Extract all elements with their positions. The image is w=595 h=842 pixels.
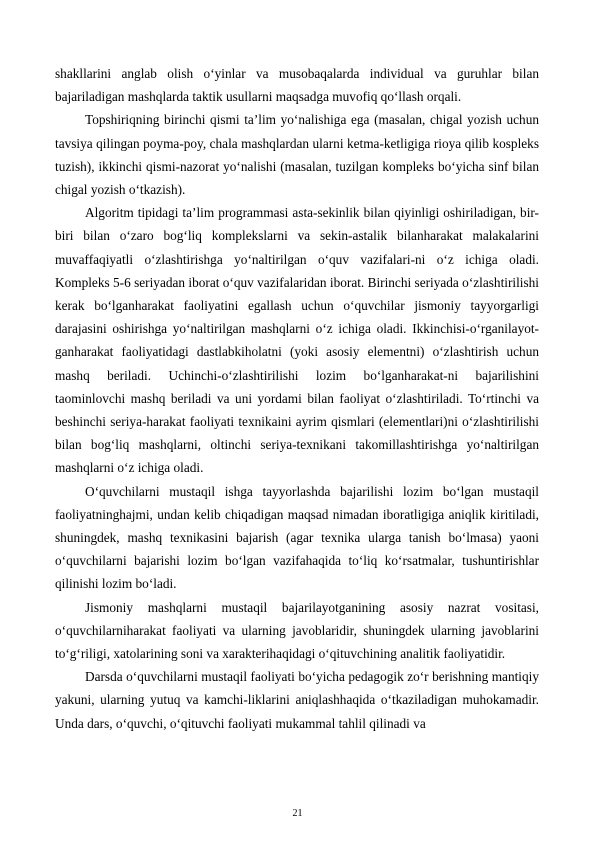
paragraph-task-parts: Topshiriqning birinchi qismi ta’lim yo‘nalishiga ega (masalan, chigal yozish uchun tavsiya qilingan poyma-poy, chala mashqlardan ularni ketma-ketligiga rioya qilib kospleks tuzish), ikkinchi qismi-nazorat yo‘nalishi (masalan, tuzilgan kompleks bo‘yicha sinf bilan chigal yozish o‘tkazish). bbox=[55, 112, 539, 198]
paragraph-control-means: Jismoniy mashqlarni mustaqil bajarilayotganining asosiy nazrat vositasi, o‘quvchilarniharakat faoliyati va ularning javoblaridir, shuningdek ularning javoblarini to‘g‘riligi, xatolarining soni va xarakterihaqidagi o‘qituvchining analitik faoliyatidir. bbox=[55, 599, 539, 662]
paragraph-independent-work-prep: O‘quvchilarni mustaqil ishga tayyorlashda bajarilishi lozim bo‘lgan mustaqil faoliyatninghajmi, undan kelib chiqadigan maqsad nimadan iboratligiga aniqlik kiritiladi, shuningdek, mashq texnikasini bajarish (agar texnika ularga tanish bo‘lmasa) yaoni o‘quvchilarni bajarishi lozim bo‘lgan vazifahaqida to‘liq ko‘rsatmalar, tushuntirishlar qilinishi lozim bo‘ladi. bbox=[55, 483, 539, 592]
body-text bbox=[55, 62, 539, 735]
page-number: 21 bbox=[292, 808, 303, 819]
paragraph-lesson-discussion: Darsda o‘quvchilarni mustaqil faoliyati bo‘yicha pedagogik zo‘r berishning mantiqiy yakuni, ularning yutuq va kamchi-liklarini aniqlashhaqida o‘tkaziladigan muhokamadir. Unda dars, o‘quvchi, o‘qituvchi faoliyati mukammal tahlil qilinadi va bbox=[55, 669, 539, 731]
paragraph-algorithm-program: Algoritm tipidagi ta’lim programmasi asta-sekinlik bilan qiyinligi oshiriladigan, bir-biri bilan o‘zaro bog‘liq komplekslarni va sekin-astalik bilanharakat malakalarini muvaffaqiyatli o‘zlashtirishga yo‘naltirilgan o‘quv vazifalari-ni o‘z ichiga oladi. Kompleks 5-6 seriyadan iborat o‘quv vazifalaridan iborat. Birinchi seriyada o‘zlashtirilishi kerak bo‘lganharakat faoliyatini egallash uchun o‘quvchilar jismoniy tayyorgarligi darajasini oshirishga yo‘naltirilgan mashqlarni o‘z ichiga oladi. Ikkinchisi-o‘rganilayot-ganharakat faoliyatidagi dastlabkiholatni (yoki asosiy elementni) o‘zlashtirish uchun mashq beriladi. Uchinchi-o‘zlashtirilishi lozim bo‘lganharakat-ni bajarilishini taominlovchi mashq beriladi va uni yordami bilan faoliyat o‘zlashtiriladi. To‘rtinchi va beshinchi seriya-harakat faoliyati texnikaini ayrim qismlari (elementlari)ni o‘zlashtirilishi bilan bog‘liq mashqlarni, oltinchi seriya-texnikani takomillashtirishga yo‘naltirilgan mashqlarni o‘z ichiga oladi. bbox=[55, 205, 539, 476]
paragraph-continuation: shakllarini anglab olish o‘yinlar va musobaqalarda individual va guruhlar bilan bajariladigan mashqlarda taktik usullarni maqsadga muvofiq qo‘llash orqali. bbox=[55, 66, 539, 105]
